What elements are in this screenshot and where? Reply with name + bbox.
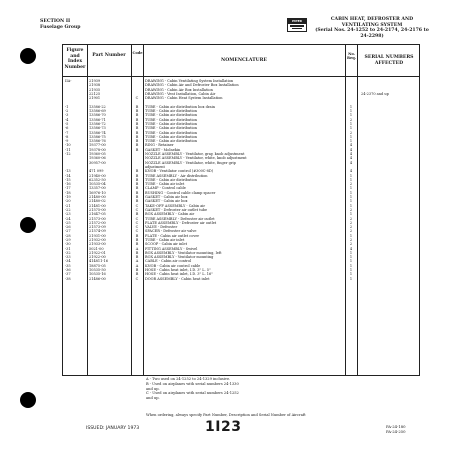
nomenclature: GASKET - Defroster air outlet tube (145, 207, 208, 212)
quantity-required: 4 (349, 152, 353, 157)
part-number: 19360-06 (89, 156, 106, 161)
figure-index: IIA- (65, 79, 72, 83)
quantity-required: 2 (349, 216, 353, 221)
code: C (135, 207, 139, 212)
quantity-required: 1 (349, 203, 353, 208)
figure-index: -16 (65, 182, 71, 187)
nomenclature: DRAWING - Vent Installation, Cabin Air (145, 91, 216, 96)
model-pa-24-180: PA-24-180 (386, 424, 406, 429)
part-number: 21575-00 (89, 207, 106, 212)
nomenclature: BUSHING - Control cable clamp spacer (145, 190, 216, 195)
nomenclature: TUBE - Cabin air distribution (145, 117, 198, 122)
figure-index: -32 (65, 250, 71, 255)
piper-logo (287, 18, 307, 32)
code-notes (146, 377, 406, 401)
code: C (135, 220, 139, 225)
code: B (135, 121, 139, 126)
nomenclature: GASKET - Cabin air box (145, 195, 188, 200)
figure-index: -2 (65, 109, 69, 114)
section-header (40, 19, 80, 31)
part-number: 21935 (89, 87, 101, 92)
nomenclature: KNOB - Cabin air control cable (145, 263, 201, 268)
code: B (135, 182, 139, 187)
code: B (135, 255, 139, 260)
part-number: 21940-00 (89, 173, 106, 178)
quantity-required: 1 (349, 255, 353, 260)
figure-index: -11 (65, 147, 71, 152)
quantity-required: 2 (349, 117, 353, 122)
system-header (312, 17, 432, 39)
nomenclature: BOX ASSEMBLY - Cabin air (145, 212, 195, 217)
nomenclature: TUBE ASSEMBLY - Defroster air outlet (145, 216, 215, 221)
code: B (135, 126, 139, 131)
figure-index: -35 (65, 263, 71, 268)
nomenclature: DOOR ASSEMBLY - Cabin heat inlet (145, 276, 210, 281)
figure-index: -20 (65, 199, 71, 204)
code: A (135, 259, 139, 264)
figure-index: -18 (65, 190, 71, 195)
quantity-required: 4 (349, 246, 353, 251)
part-number: 21933-00 (89, 242, 106, 247)
header-divider (63, 76, 419, 77)
code: C (135, 276, 139, 281)
quantity-required: 1 (349, 250, 353, 255)
part-number: 21922-01 (89, 250, 106, 255)
col-header-part: Part Number (92, 53, 126, 58)
code: C (135, 216, 139, 221)
code: B (135, 237, 139, 242)
code: B (135, 212, 139, 217)
quantity-required: 4 (349, 160, 353, 165)
code: B (135, 186, 139, 191)
quantity-required: 1 (349, 233, 353, 238)
figure-index: -14 (65, 173, 71, 178)
nomenclature: SPACER - Defroster air valve (145, 229, 197, 234)
note-line: C - Used on airplanes with serial numbers 24-1252 (146, 391, 239, 396)
code: B (135, 104, 139, 109)
quantity-required: 1 (349, 276, 353, 281)
part-number: 30957-00 (89, 160, 106, 165)
nomenclature: GASKET - Cabin air box (145, 199, 188, 204)
part-number: 21572-00 (89, 220, 106, 225)
figure-index: -34 (65, 259, 71, 264)
nomenclature: NOZZLE ASSEMBLY - Ventilator, white, finger grip (145, 160, 236, 165)
figure-index: -23 (65, 212, 71, 217)
code: B (135, 195, 139, 200)
figure-index: -7 (65, 130, 69, 135)
figure-index: -30 (65, 242, 71, 247)
quantity-required: 1 (349, 113, 353, 118)
section-subtitle: Fuselage Group (40, 25, 81, 30)
note-line: and up. (146, 386, 160, 391)
nomenclature: HOSE - Cabin heat inlet, I.D. 3" L. 5" (145, 268, 211, 273)
table-row (63, 277, 419, 281)
nomenclature: NOZZLE ASSEMBLY - Ventilator, gray, knob adjustment (145, 152, 245, 157)
quantity-required: 1 (349, 186, 353, 191)
nomenclature: TUBE - Cabin air distribution (145, 121, 198, 126)
code: B (135, 130, 139, 135)
figure-index: -1 (65, 104, 69, 109)
binder-hole-middle (20, 217, 36, 233)
note-line: and up. (146, 396, 160, 401)
code: B (135, 147, 139, 152)
nomenclature: TUBE - Cabin air distribution (145, 177, 198, 182)
part-number: 13586-73 (89, 126, 106, 131)
col-header-figure: Figure and Index Number (64, 48, 86, 70)
section-title: SECTION II (40, 19, 71, 24)
page-number: 1I23 (205, 419, 242, 435)
quantity-required: 1 (349, 104, 353, 109)
figure-index: -3 (65, 113, 69, 118)
note-line: A - Two used on 24-1252 to 24-1329 inclusive. (146, 377, 231, 381)
quantity-required: 1 (349, 272, 353, 277)
figure-index: -6 (65, 126, 69, 131)
part-number: 21480-02 (89, 199, 106, 204)
quantity-required: 1 (349, 139, 353, 144)
part-number: 21922-00 (89, 255, 106, 260)
part-number: 21647-05 (89, 212, 106, 217)
figure-index: -10 (65, 143, 71, 148)
figure-index: -25 (65, 220, 71, 225)
note-line: B - Used on airplanes with serial numbers 24-1330 (146, 381, 239, 386)
part-number: 13586-72 (89, 121, 106, 126)
nomenclature: NOZZLE ASSEMBLY - Ventilator, white, knob adjustment (145, 156, 247, 161)
quantity-required: 1 (349, 190, 353, 195)
code: B (135, 233, 139, 238)
part-number: 21932-00 (89, 237, 106, 242)
part-number: 21573-00 (89, 216, 106, 221)
part-number: 21931-00 (89, 233, 106, 238)
figure-index: -17 (65, 186, 71, 191)
quantity-required: 4 (349, 156, 353, 161)
quantity-required: 2 (349, 242, 353, 247)
part-number: 19377-00 (89, 143, 106, 148)
quantity-required: 1 (349, 177, 353, 182)
nomenclature: DRAWING - Cabin Air Box Installation (145, 87, 213, 92)
col-header-req: No. Req. (346, 52, 357, 61)
figure-index: -26 (65, 225, 71, 230)
serial-range: (Serial Nos. 24-1252 to 24-2174, 24-2176 to 24-2298) (315, 28, 429, 39)
nomenclature: adjustment (145, 164, 165, 169)
quantity-required: 4 (349, 169, 353, 174)
logo-bar-small (292, 28, 302, 29)
model-numbers (386, 424, 406, 434)
quantity-required: 2 (349, 229, 353, 234)
quantity-required: 2 (349, 130, 353, 135)
logo-bar (290, 25, 304, 27)
figure-index: -24 (65, 216, 71, 221)
part-number: 19378-00 (89, 147, 106, 152)
code: C (135, 96, 139, 101)
part-number: 21573-09 (89, 225, 106, 230)
nomenclature: FITTING ASSEMBLY - Swivel (145, 246, 198, 251)
nomenclature: DRAWING - Cabin Ventilating System Installation (145, 79, 234, 83)
serial-numbers: 24-2370 and up (361, 91, 389, 96)
part-number: 21481-00 (89, 203, 106, 208)
nomenclature: HOSE - Cabin heat inlet, I.D. 3" L. 16" (145, 272, 213, 277)
nomenclature: TUBE - Cabin air distribution (145, 134, 198, 139)
quantity-required: 1 (349, 134, 353, 139)
quantity-required: 2 (349, 225, 353, 230)
code: B (135, 190, 139, 195)
figure-index: -9 (65, 139, 69, 144)
quantity-required: 1 (349, 121, 353, 126)
code: B (135, 268, 139, 273)
col-header-code: Code (132, 51, 143, 55)
part-number: 21574-09 (89, 229, 106, 234)
figure-index: -5 (65, 121, 69, 126)
code: C (135, 203, 139, 208)
figure-index: -27 (65, 229, 71, 234)
part-number: 22125 (89, 91, 101, 96)
part-number: 21480-00 (89, 195, 106, 200)
part-number: 13586-70 (89, 113, 106, 118)
quantity-required: 1 (349, 195, 353, 200)
figure-index: -36 (65, 268, 71, 273)
nomenclature: TUBE - Cabin air distribution box drain (145, 104, 215, 109)
part-number: 21939 (89, 79, 101, 83)
figure-index: -22 (65, 207, 71, 212)
figure-index: -33 (65, 255, 71, 260)
quantity-required: 1 (349, 173, 353, 178)
quantity-required: 2 (349, 182, 353, 187)
figure-index: -15 (65, 177, 71, 182)
figure-index: -31 (65, 246, 71, 251)
ordering-note: When ordering, always specify Part Number, Description and Serial Number of Aircraft (146, 413, 306, 417)
table-body (63, 79, 419, 281)
part-number: 13586-22 (89, 104, 106, 109)
nomenclature: DRAWING - Cabin Heat System Installation (145, 96, 223, 101)
code: B (135, 139, 139, 144)
nomenclature: SCOOP - Cabin air inlet (145, 242, 188, 247)
part-number: 10535-16 (89, 272, 106, 277)
part-number: 18875-05 (89, 263, 106, 268)
nomenclature: PLATE - Cabin air outlet cover (145, 233, 200, 238)
code: B (135, 117, 139, 122)
part-number: 13357-00 (89, 186, 106, 191)
part-number: 10535-04 (89, 182, 106, 187)
nomenclature: CLAMP - Control cable (145, 186, 186, 191)
nomenclature: TUBE - Cabin air distribution (145, 109, 198, 114)
code: B (135, 134, 139, 139)
figure-index: -19 (65, 195, 71, 200)
code: B (135, 173, 139, 178)
model-pa-24-250: PA-24-250 (386, 429, 406, 434)
code: B (135, 113, 139, 118)
quantity-required: 1 (349, 212, 353, 217)
figure-index: -37 (65, 272, 71, 277)
nomenclature: DRAWING - Cabin Air and Defroster Box Installation (145, 83, 239, 88)
col-header-nomenclature: NOMENCLATURE (221, 58, 267, 63)
part-number: 21486-00 (89, 276, 106, 281)
figure-index: -21 (65, 203, 71, 208)
quantity-required: 4 (349, 143, 353, 148)
figure-index: -38 (65, 276, 71, 281)
part-number: 414811-16 (89, 259, 108, 264)
code: B (135, 242, 139, 247)
code: B (135, 272, 139, 277)
figure-index: -8 (65, 134, 69, 139)
nomenclature: TUBE - Cabin air distribution (145, 139, 198, 144)
nomenclature: TUBE - Cabin air inlet (145, 237, 185, 242)
issued-date: ISSUED: JANUARY 1973 (86, 426, 140, 431)
code: B (135, 250, 139, 255)
nomenclature: PLATE ASSEMBLY - Defroster air outlet (145, 220, 217, 225)
part-number: 13586-74 (89, 130, 106, 135)
quantity-required: 1 (349, 126, 353, 131)
quantity-required: 1 (349, 199, 353, 204)
part-number: 471 099 (89, 169, 104, 174)
figure-index: -29 (65, 237, 71, 242)
quantity-required: 2 (349, 237, 353, 242)
nomenclature: TUBE - Cabin air distribution (145, 113, 198, 118)
part-number: 13586-75 (89, 134, 106, 139)
part-number: 13586-71 (89, 117, 106, 122)
nomenclature: CABLE - Cabin air control (145, 259, 192, 264)
part-number: 5021-00 (89, 246, 104, 251)
logo-text: PIPER (288, 19, 306, 24)
system-title-line2: VENTILATING SYSTEM (341, 22, 403, 28)
nomenclature: TUBE ASSEMBLY - Air distribution (145, 173, 208, 178)
nomenclature: TUBE - Cabin air distribution (145, 130, 198, 135)
nomenclature: TUBE - Cabin air distribution (145, 126, 198, 131)
quantity-required: 1 (349, 268, 353, 273)
code: C (135, 229, 139, 234)
binder-hole-top (20, 48, 36, 64)
part-number: 21938 (89, 83, 101, 88)
part-number: 19360-05 (89, 152, 106, 157)
code: B (135, 169, 139, 174)
quantity-required: 1 (349, 259, 353, 264)
system-title-line1: CABIN HEAT, DEFROSTER AND (330, 17, 414, 22)
part-number: 62352-50 (89, 177, 106, 182)
figure-index: -12 (65, 152, 71, 157)
code: B (135, 109, 139, 114)
parts-table (62, 44, 420, 376)
code: B (135, 177, 139, 182)
code: B (135, 199, 139, 204)
quantity-required: 4 (349, 147, 353, 152)
quantity-required: 2 (349, 207, 353, 212)
nomenclature: TUBE - Cabin air inlet (145, 182, 185, 187)
quantity-required: 1 (349, 109, 353, 114)
nomenclature: TAKE-OFF ASSEMBLY - Cabin air (145, 203, 206, 208)
nomenclature: GASKET - Molnekin (145, 147, 181, 152)
code: A (135, 246, 139, 251)
nomenclature: VALVE - Defroster (145, 225, 178, 230)
part-number: 10535-50 (89, 268, 106, 273)
code: A (135, 263, 139, 268)
nomenclature: BOX ASSEMBLY - Ventilator mounting, left (145, 250, 222, 255)
nomenclature: BOX ASSEMBLY - Ventilator mounting (145, 255, 214, 260)
quantity-required: 2 (349, 220, 353, 225)
quantity-required: 1 (349, 263, 353, 268)
binder-hole-bottom (20, 392, 36, 408)
figure-index: -28 (65, 233, 71, 238)
part-number: 21901 (89, 96, 101, 101)
nomenclature: RING - Retainer (145, 143, 174, 148)
code: C (135, 225, 139, 230)
code: B (135, 143, 139, 148)
figure-index: -13 (65, 169, 71, 174)
nomenclature: KNOB - Ventilator control (#300C-8D) (145, 169, 214, 174)
figure-index: -4 (65, 117, 69, 122)
col-header-serial: SERIAL NUMBERS AFFECTED (364, 55, 414, 66)
part-number: 13586-76 (89, 139, 106, 144)
part-number: 16976-10 (89, 190, 106, 195)
part-number: 13586-69 (89, 109, 106, 114)
